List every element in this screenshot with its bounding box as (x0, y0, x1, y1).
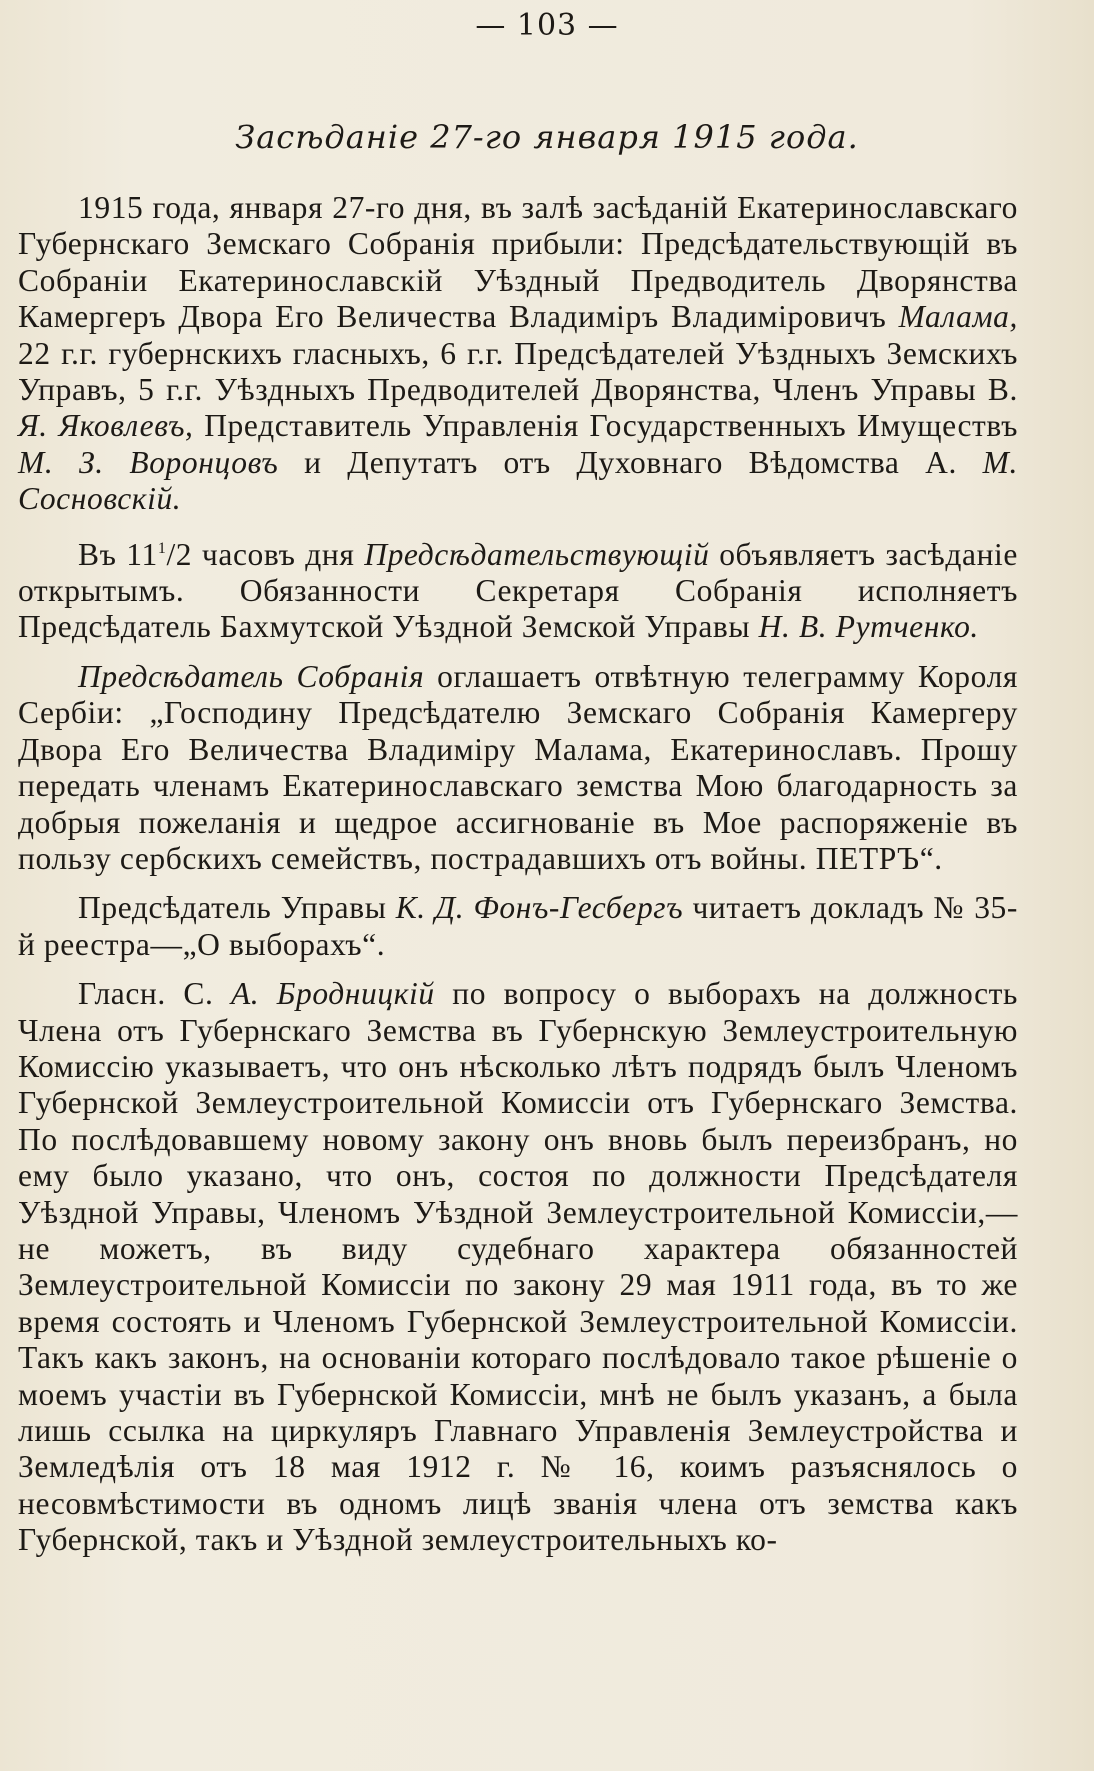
name-brodnitsky: А. Бродницкій (230, 976, 435, 1012)
paragraph-telegram (18, 659, 1018, 877)
fraction-denominator: /2 (166, 536, 193, 572)
paragraph-brodnitsky (18, 976, 1018, 1559)
text-run: 22 г.г. губернскихъ гласныхъ, 6 г.г. Предсѣдателей Уѣздныхъ Земскихъ Управъ, 5 г.г. Уѣздныхъ Предводителей Дворянства, Членъ Управы В. (18, 335, 1018, 408)
text-run: часовъ дня (192, 536, 365, 572)
text-run: читаетъ докладъ № 35-й реестра—„О выборахъ“. (18, 890, 1018, 962)
text-run: объявляетъ засѣданіе открытымъ. Обязанности Секретаря Собранія исполняетъ Предсѣдатель Бахмутской Уѣздной Земской Управы (18, 536, 1018, 645)
name-yakovlev: Я. Яковлевъ, (18, 408, 194, 444)
text-run: Представитель Управленія Государственныхъ Имуществъ (193, 408, 1018, 444)
text-run: 1915 года, января 27-го дня, въ залѣ засѣданій Екатеринославскаго Губернскаго Земскаго Собранія прибыли: Предсѣдательствующій въ Собраніи Екатеринославскій Уѣздный Предводитель Дворянства Камергеръ Двора Его Величества Владиміръ Владиміровичъ (18, 190, 1018, 335)
name-fon-gesberg: К. Д. Фонъ-Гесбергъ (395, 890, 684, 926)
text-run: Гласн. С. (78, 976, 231, 1012)
fraction-numerator: 1 (157, 539, 167, 557)
paragraph-attendance (18, 190, 1018, 518)
page-number: — 103 — (475, 8, 619, 43)
name-rutchenko: Н. В. Рутченко. (758, 609, 979, 645)
text-run: Въ 11 (78, 536, 158, 572)
name-vorontsov: М. З. Воронцовъ (18, 444, 279, 480)
text-run: Предсѣдатель Управы (78, 890, 396, 926)
name-malama: Малама, (898, 299, 1018, 335)
session-heading: Засѣданіе 27-го января 1915 года. (235, 118, 859, 156)
paragraph-opening (18, 531, 1018, 646)
paragraph-report (18, 890, 1018, 963)
title-chairman: Предсѣдательствующій (364, 536, 710, 572)
text-run: по вопросу о выборахъ на должность Члена отъ Губернскаго Земства въ Губернскую Землеустроительную Комиссію указываетъ, что онъ нѣсколько лѣтъ подрядъ былъ Членомъ Губернской Землеустроительной Комиссіи отъ Губернскаго Земства. По послѣдовавшему новому закону онъ вновь былъ переизбранъ, но ему было указано, что онъ, состоя по должности Предсѣдателя Уѣздной Управы, Членомъ Уѣздной Землеустроительной Комиссіи,— не можетъ, въ виду судебнаго характера обязанностей Землеустроительной Комиссіи по закону 29 мая 1911 года, въ то же время состоять и Членомъ Губернской Землеустроительной Комиссіи. Такъ какъ законъ, на основаніи котораго послѣдовало такое рѣшеніе о моемъ участіи въ Губернской Комиссіи, мнѣ не былъ указанъ, а была лишь ссылка на циркуляръ Главнаго Управленія Землеустройства и Земледѣлія отъ 18 мая 1912 г. № 16, коимъ разъяснялось о несовмѣстимости въ одномъ лицѣ званія члена отъ земства какъ Губернской, такъ и Уѣздной землеустроительныхъ ко- (18, 976, 1018, 1558)
text-run: оглашаетъ отвѣтную телеграмму Короля Сербіи: „Господину Предсѣдателю Земскаго Собранія Камергеру Двора Его Величества Владиміру Малама, Екатеринославъ. Прошу передать членамъ Екатеринославскаго земства Мою благодарность за добрыя пожеланія и щедрое ассигнованіе въ Мое распоряженіе въ пользу сербскихъ семействъ, пострадавшихъ отъ войны. ПЕТРЪ“. (18, 658, 1018, 876)
document-body (18, 190, 1018, 1559)
text-run: и Депутатъ отъ Духовнаго Вѣдомства А. (278, 444, 983, 480)
title-assembly-chairman: Предсѣдатель Собранія (78, 658, 425, 694)
name-sosnovsky: М. Сосновскій. (18, 444, 1018, 517)
